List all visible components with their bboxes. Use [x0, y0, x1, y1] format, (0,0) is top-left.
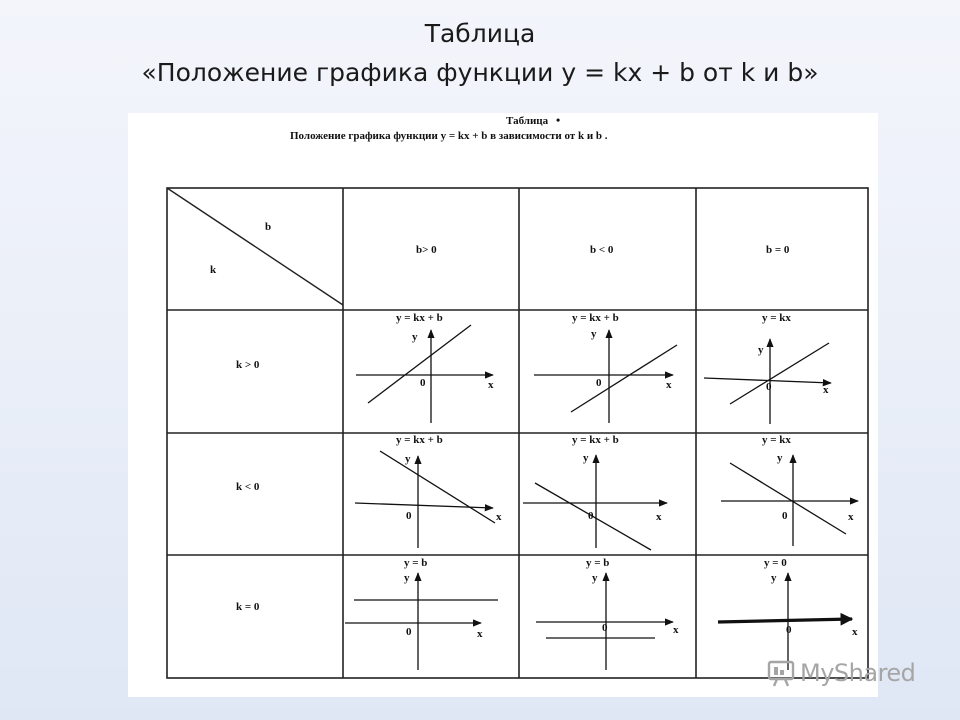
cell-graph-kpos-bzero [704, 312, 831, 424]
corner-label-k: k [210, 264, 217, 276]
scan-caption-title: Таблица [506, 115, 549, 127]
slide-title [0, 14, 960, 92]
cell-formula: y = kx + b [396, 312, 443, 324]
scan-caption-subtitle: Положение графика функции y = kx + b в зависимости от k и b . [290, 130, 608, 142]
axis-y-label: y [591, 328, 597, 340]
axis-x-label: x [673, 624, 679, 636]
axis-x-label: x [666, 379, 672, 391]
axis-y-label: y [405, 453, 411, 465]
slide-title-line-1: Таблица [424, 19, 536, 48]
table-grid [167, 188, 868, 678]
scanned-table-image [128, 113, 878, 697]
watermark-text: MyShared [800, 659, 916, 687]
cell-graph-kzero-bpos [345, 557, 498, 670]
origin-label: 0 [602, 622, 608, 634]
origin-label: 0 [588, 510, 594, 522]
axis-x-label: x [477, 628, 483, 640]
axis-y-label: y [777, 452, 783, 464]
origin-label: 0 [766, 381, 772, 393]
origin-label: 0 [782, 510, 788, 522]
cell-formula: y = kx [762, 312, 791, 324]
cell-graph-kpos-bpos [356, 312, 494, 423]
presentation-board-icon [766, 658, 796, 688]
axis-y-label: y [771, 572, 777, 584]
origin-label: 0 [406, 510, 412, 522]
axis-x-label: x [488, 379, 494, 391]
corner-diagonal [167, 188, 343, 305]
cell-graph-kneg-bzero [721, 434, 858, 546]
axis-x-label: x [852, 626, 858, 638]
function-table [128, 113, 878, 697]
origin-label: 0 [596, 377, 602, 389]
scan-caption-dot: • [556, 113, 561, 127]
cell-formula: y = kx + b [572, 434, 619, 446]
watermark [766, 655, 915, 691]
cell-formula: y = 0 [764, 557, 787, 569]
axis-y-label: y [583, 452, 589, 464]
col-header-b-zero: b = 0 [766, 244, 790, 256]
axis-x-label: x [496, 511, 502, 523]
cell-graph-kneg-bpos [355, 434, 502, 548]
corner-label-b: b [265, 221, 272, 233]
cell-formula: y = b [404, 557, 428, 569]
row-header-k-zero: k = 0 [236, 601, 260, 613]
origin-label: 0 [420, 377, 426, 389]
origin-label: 0 [786, 624, 792, 636]
axis-y-label: y [592, 572, 598, 584]
col-header-b-positive: b> 0 [416, 244, 437, 256]
cell-graph-kzero-bzero [718, 557, 858, 670]
cell-formula: y = kx [762, 434, 791, 446]
axis-x-label: x [848, 511, 854, 523]
cell-formula: y = kx + b [396, 434, 443, 446]
slide-title-line-2: «Положение графика функции y = kx + b от k и b» [141, 58, 819, 87]
axis-y-label: y [412, 331, 418, 343]
axis-x-label: x [823, 384, 829, 396]
axis-x-label: x [656, 511, 662, 523]
cell-formula: y = kx + b [572, 312, 619, 324]
axis-y-label: y [404, 572, 410, 584]
cell-graph-kzero-bneg [536, 557, 679, 670]
cell-graph-kneg-bneg [523, 434, 667, 550]
row-header-k-negative: k < 0 [236, 481, 260, 493]
origin-label: 0 [406, 626, 412, 638]
cell-formula: y = b [586, 557, 610, 569]
cell-graph-kpos-bneg [534, 312, 677, 423]
col-header-b-negative: b < 0 [590, 244, 614, 256]
row-header-k-positive: k > 0 [236, 359, 260, 371]
axis-y-label: y [758, 344, 764, 356]
